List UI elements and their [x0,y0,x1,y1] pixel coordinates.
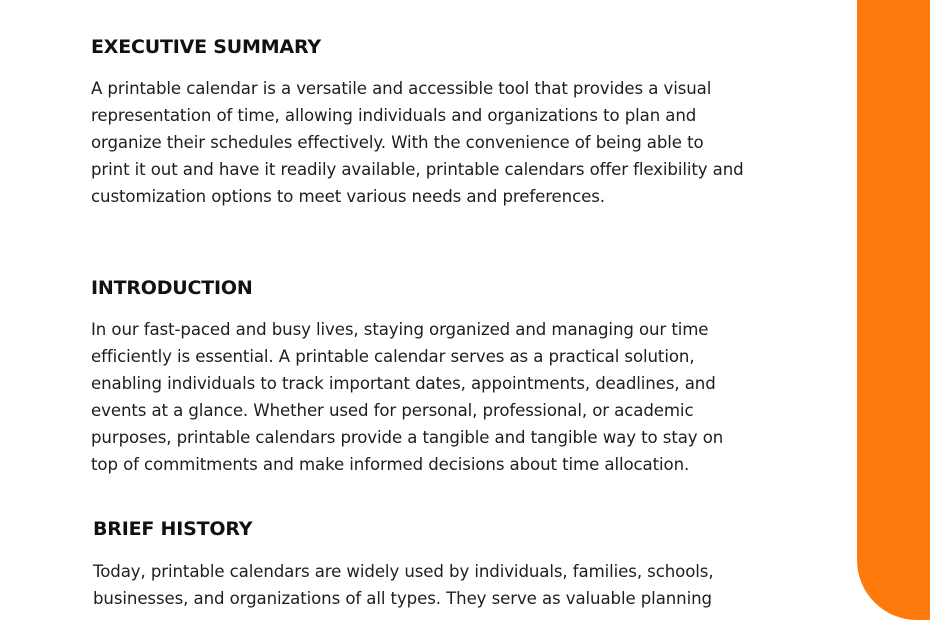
introduction-paragraph [91,316,723,478]
paragraph-line: enabling individuals to track important dates, appointments, deadlines, and [91,374,716,393]
paragraph-line: events at a glance. Whether used for personal, professional, or academic [91,401,694,420]
paragraph-line: print it out and have it readily available, printable calendars offer flexibility and [91,160,744,179]
orange-side-bar [857,0,930,620]
paragraph-line: organize their schedules effectively. With the convenience of being able to [91,133,704,152]
paragraph-line: efficiently is essential. A printable calendar serves as a practical solution, [91,347,695,366]
paragraph-line: representation of time, allowing individuals and organizations to plan and [91,106,697,125]
brief-history-paragraph [93,558,714,612]
paragraph-line: Today, printable calendars are widely used by individuals, families, schools, [93,562,714,581]
brief-history-heading: BRIEF HISTORY [93,518,253,540]
executive-summary-paragraph [91,75,744,210]
paragraph-line: businesses, and organizations of all types. They serve as valuable planning [93,589,712,608]
paragraph-line: A printable calendar is a versatile and accessible tool that provides a visual [91,79,712,98]
paragraph-line: In our fast-paced and busy lives, staying organized and managing our time [91,320,709,339]
paragraph-line: top of commitments and make informed decisions about time allocation. [91,455,690,474]
introduction-heading: INTRODUCTION [91,277,253,299]
executive-summary-heading: EXECUTIVE SUMMARY [91,36,321,58]
paragraph-line: customization options to meet various needs and preferences. [91,187,605,206]
paragraph-line: purposes, printable calendars provide a tangible and tangible way to stay on [91,428,724,447]
